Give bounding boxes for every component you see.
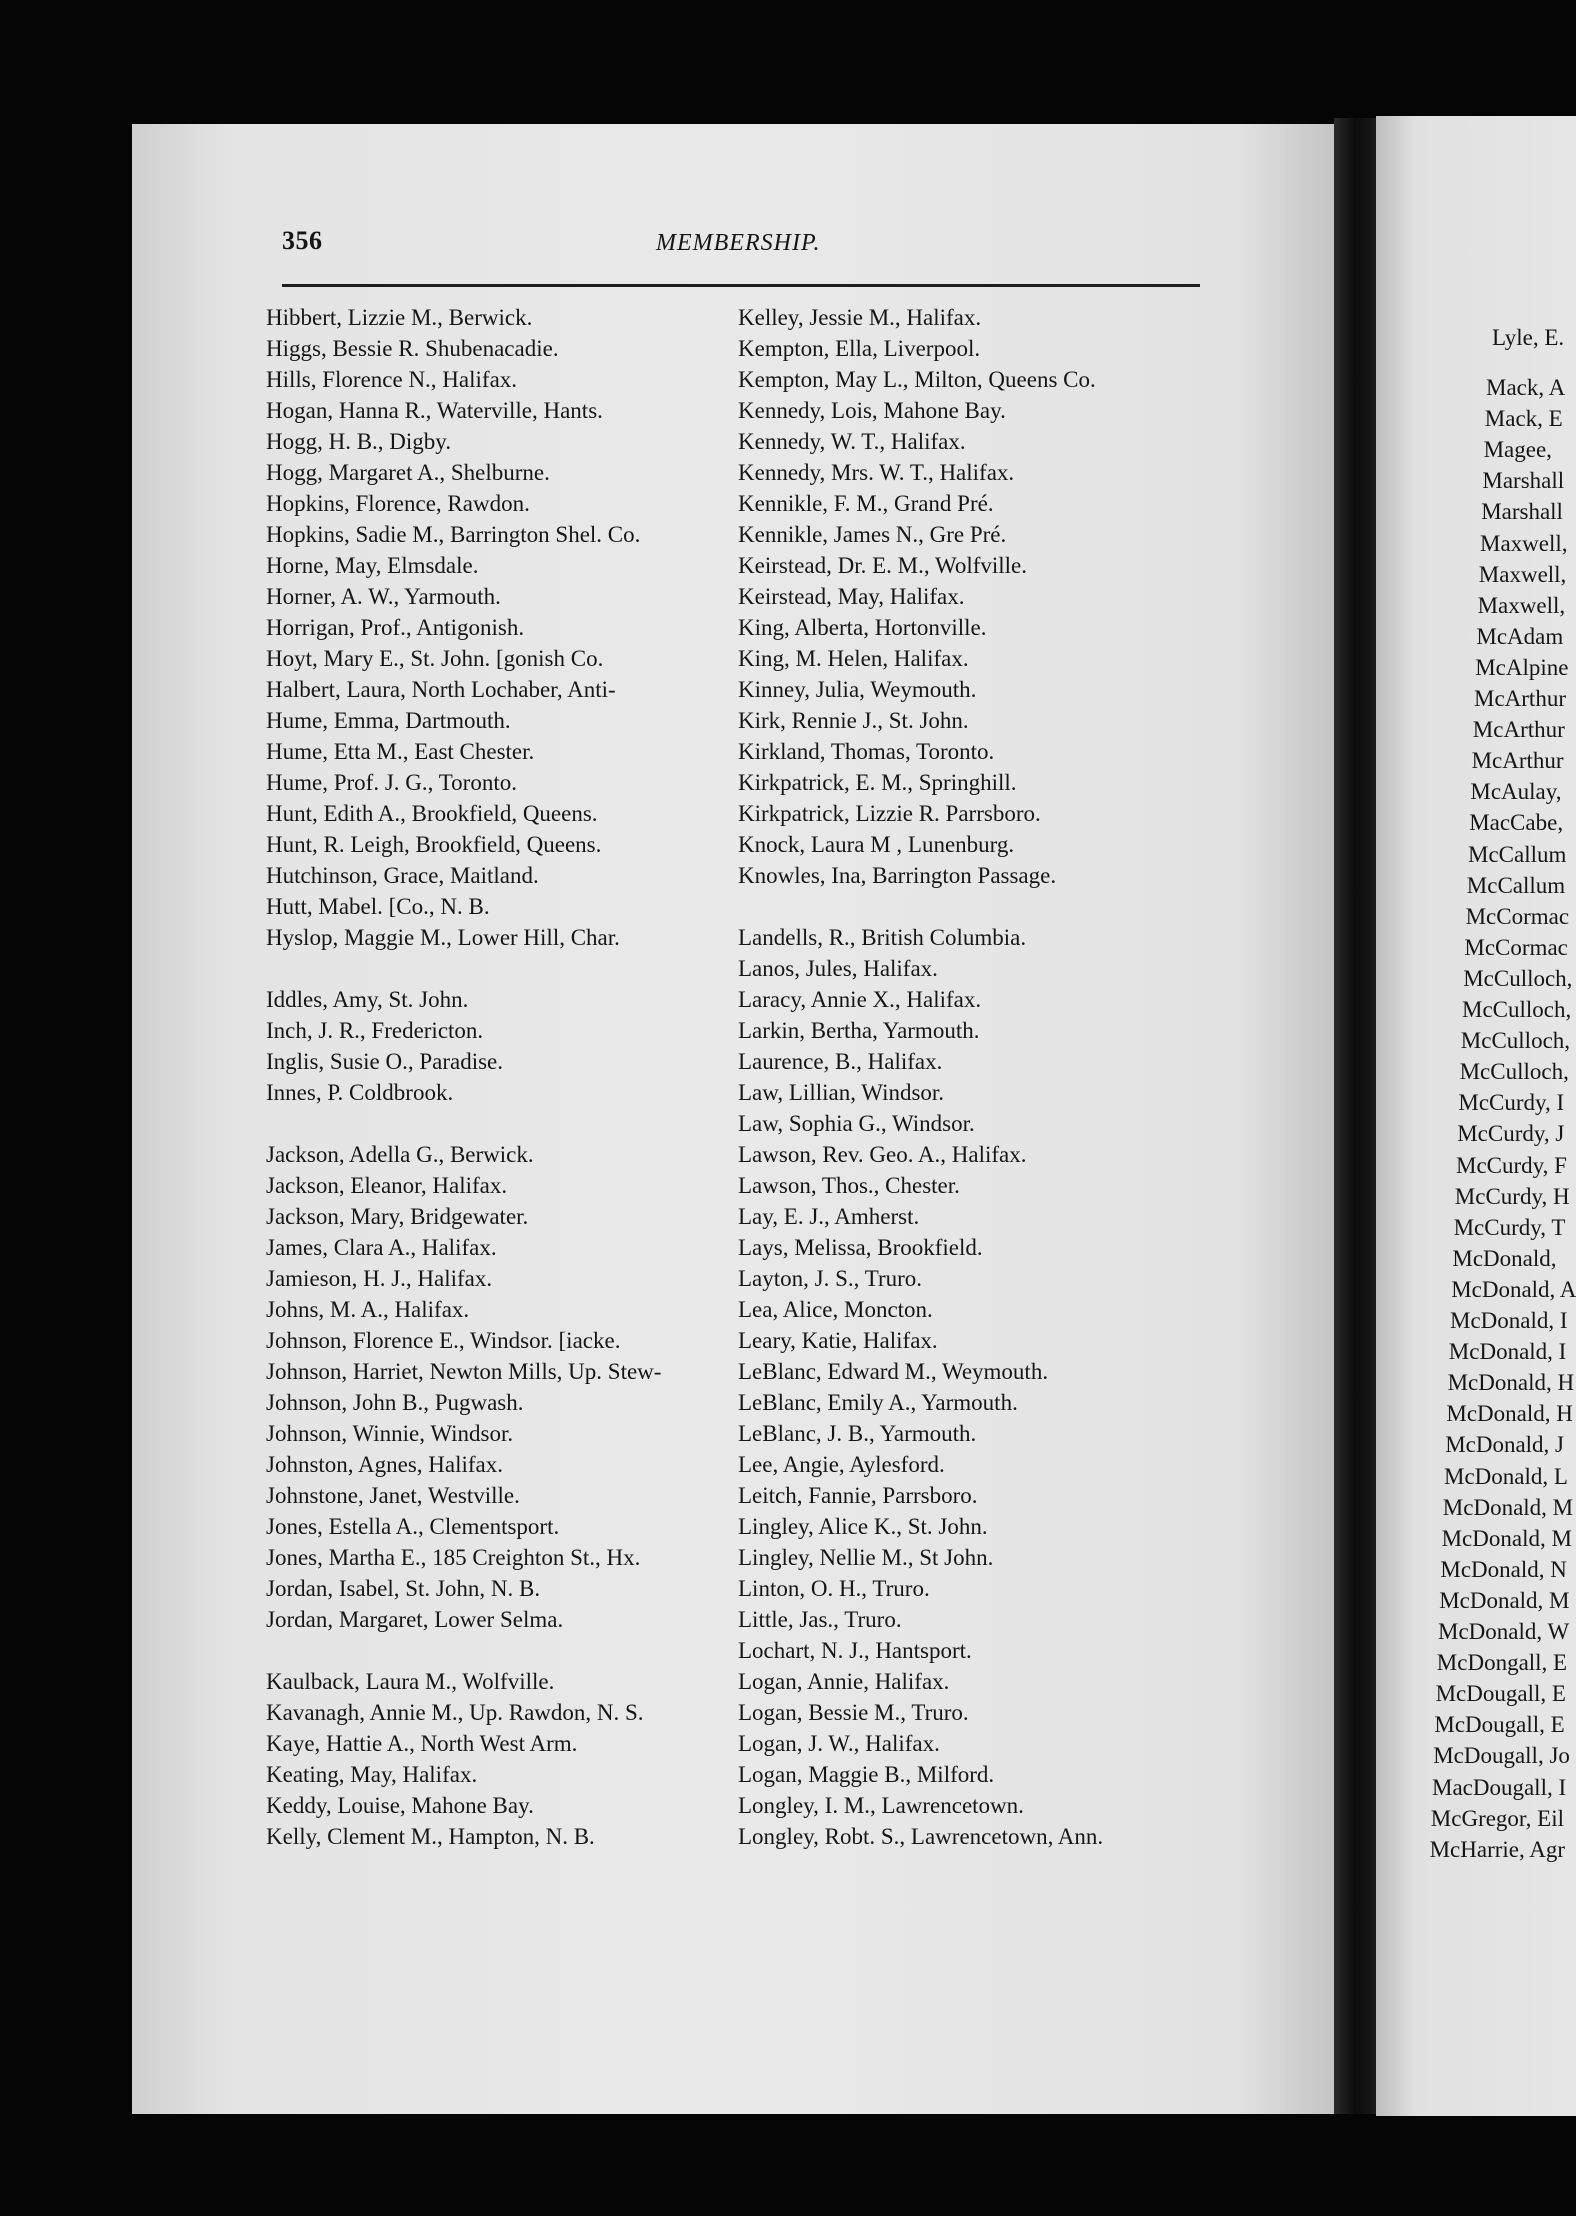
facing-page-entry: McDonald, M	[1442, 1494, 1574, 1520]
facing-page-entry: Maxwell,	[1480, 530, 1568, 556]
member-entry: Logan, Bessie M., Truro.	[738, 1700, 969, 1725]
member-entry: Inch, J. R., Fredericton.	[266, 1018, 484, 1043]
member-entry: Jackson, Eleanor, Halifax.	[266, 1173, 508, 1198]
facing-page-entry: Mack, E	[1484, 406, 1563, 432]
book-gutter	[1334, 118, 1376, 2114]
member-entry: Kinney, Julia, Weymouth.	[738, 677, 977, 702]
member-entry: Jones, Martha E., 185 Creighton St., Hx.	[266, 1545, 641, 1570]
member-entry: Johnston, Agnes, Halifax.	[266, 1452, 504, 1477]
facing-page-entry: McArthur	[1472, 717, 1565, 743]
facing-page-entry: MacCabe,	[1469, 810, 1564, 836]
facing-page-entry: MacDougall, I	[1432, 1774, 1567, 1800]
facing-page-entry: Marshall	[1482, 468, 1565, 494]
member-entry: Jamieson, H. J., Halifax.	[266, 1266, 493, 1291]
member-entry: Hume, Prof. J. G., Toronto.	[266, 770, 517, 795]
member-entry: LeBlanc, Edward M., Weymouth.	[738, 1359, 1049, 1384]
running-head: MEMBERSHIP.	[656, 230, 821, 256]
member-entry: Kennedy, Mrs. W. T., Halifax.	[738, 460, 1015, 485]
member-entry: Hopkins, Sadie M., Barrington Shel. Co.	[266, 522, 641, 547]
facing-page-entry: Maxwell,	[1478, 561, 1567, 587]
member-entry: Johnson, Harriet, Newton Mills, Up. Stew-	[266, 1359, 662, 1384]
facing-page-entry: McDonald, N	[1440, 1556, 1567, 1582]
member-entry: Inglis, Susie O., Paradise.	[266, 1049, 504, 1074]
member-entry: Lingley, Alice K., St. John.	[738, 1514, 988, 1539]
member-entry: Linton, O. H., Truro.	[738, 1576, 930, 1601]
facing-page-entry: McArthur	[1474, 686, 1566, 711]
member-entry: Kempton, Ella, Liverpool.	[738, 336, 981, 361]
member-entry: Johnson, Florence E., Windsor. [iacke.	[266, 1328, 621, 1353]
member-entry: Larkin, Bertha, Yarmouth.	[738, 1018, 980, 1043]
facing-page-entry: McCormac	[1464, 934, 1568, 960]
member-entry: Hogan, Hanna R., Waterville, Hants.	[266, 398, 603, 423]
member-entry: Horner, A. W., Yarmouth.	[266, 584, 501, 609]
facing-page-entry: McDougall, E	[1435, 1681, 1566, 1707]
facing-page-entry: McCormac	[1465, 903, 1570, 929]
facing-page-entry: Lyle, E.	[1492, 325, 1565, 350]
facing-page-entry: McCurdy, J	[1457, 1121, 1565, 1147]
member-entry: Logan, J. W., Halifax.	[738, 1731, 940, 1756]
member-entry: Knowles, Ina, Barrington Passage.	[738, 863, 1057, 888]
facing-page-entry: McDonald, M	[1439, 1587, 1570, 1613]
facing-page-entry: McAdam	[1476, 623, 1564, 649]
member-entry: LeBlanc, Emily A., Yarmouth.	[738, 1390, 1018, 1415]
member-entry: Kirkland, Thomas, Toronto.	[738, 739, 995, 764]
member-entry: Hogg, Margaret A., Shelburne.	[266, 460, 550, 485]
member-entry: Laracy, Annie X., Halifax.	[738, 987, 982, 1012]
member-entry: Laurence, B., Halifax.	[738, 1049, 943, 1074]
member-entry: Lanos, Jules, Halifax.	[738, 956, 938, 981]
member-entry: Johns, M. A., Halifax.	[266, 1297, 470, 1322]
facing-page-entry: McDonald, I	[1450, 1308, 1568, 1333]
member-entry: Hutt, Mabel. [Co., N. B.	[266, 894, 490, 919]
facing-page-entry: McAulay,	[1470, 779, 1562, 805]
member-entry: LeBlanc, J. B., Yarmouth.	[738, 1421, 977, 1446]
facing-page-entry: McCulloch,	[1463, 965, 1573, 991]
member-entry: Kirkpatrick, E. M., Springhill.	[738, 770, 1017, 795]
facing-page-entry: McCallum	[1468, 841, 1567, 867]
facing-page	[1376, 116, 1576, 2116]
member-entry: Lawson, Rev. Geo. A., Halifax.	[738, 1142, 1027, 1167]
member-entry: Lochart, N. J., Hantsport.	[738, 1638, 972, 1663]
facing-page-entry: McCurdy, I	[1458, 1090, 1565, 1116]
member-entry	[266, 953, 736, 984]
member-entry: Iddles, Amy, St. John.	[266, 987, 469, 1012]
member-entry: Lays, Melissa, Brookfield.	[738, 1235, 983, 1260]
page-number: 356	[282, 226, 323, 255]
member-entry: Leitch, Fannie, Parrsboro.	[738, 1483, 978, 1508]
member-entry: Hyslop, Maggie M., Lower Hill, Char.	[266, 925, 620, 950]
facing-page-entry: McDonald, A	[1451, 1276, 1576, 1302]
facing-page-entry: McCallum	[1466, 872, 1566, 898]
member-entry: Jackson, Mary, Bridgewater.	[266, 1204, 529, 1229]
member-entry: Jones, Estella A., Clementsport.	[266, 1514, 560, 1539]
member-entry: Higgs, Bessie R. Shubenacadie.	[266, 336, 559, 361]
member-entry: Kelley, Jessie M., Halifax.	[738, 305, 982, 330]
member-entry: Kirk, Rennie J., St. John.	[738, 708, 969, 733]
facing-page-entry: McCulloch,	[1460, 1028, 1571, 1054]
member-entry: James, Clara A., Halifax.	[266, 1235, 497, 1260]
member-entry: King, Alberta, Hortonville.	[738, 615, 987, 640]
facing-page-entry: McDonald, L	[1444, 1463, 1568, 1489]
facing-page-entry: McDonald, H	[1446, 1401, 1573, 1427]
member-entry: Innes, P. Coldbrook.	[266, 1080, 454, 1105]
member-entry: Hutchinson, Grace, Maitland.	[266, 863, 539, 888]
member-entry: Hunt, R. Leigh, Brookfield, Queens.	[266, 832, 602, 857]
member-entry: Keirstead, Dr. E. M., Wolfville.	[738, 553, 1028, 578]
member-entry: Kempton, May L., Milton, Queens Co.	[738, 367, 1096, 392]
member-entry: Keating, May, Halifax.	[266, 1762, 478, 1787]
member-entry: Kennedy, W. T., Halifax.	[738, 429, 966, 454]
member-entry: Landells, R., British Columbia.	[738, 925, 1027, 950]
facing-page-entry: McAlpine	[1475, 654, 1569, 680]
member-entry: Lea, Alice, Moncton.	[738, 1297, 933, 1322]
member-entry: Johnson, John B., Pugwash.	[266, 1390, 524, 1415]
member-entry: Longley, Robt. S., Lawrencetown, Ann.	[738, 1824, 1104, 1849]
facing-page-entry: McCulloch,	[1459, 1059, 1569, 1085]
member-entry: Little, Jas., Truro.	[738, 1607, 902, 1632]
facing-page-entry: McDougall, Jo	[1433, 1743, 1570, 1769]
member-entry: Kavanagh, Annie M., Up. Rawdon, N. S.	[266, 1700, 644, 1725]
member-entry: Logan, Annie, Halifax.	[738, 1669, 950, 1694]
facing-page-entry: McDonald, M	[1441, 1525, 1572, 1551]
facing-page-entry: McDongall, E	[1436, 1650, 1568, 1676]
member-entry	[266, 1635, 736, 1666]
facing-page-entry: McCulloch,	[1462, 997, 1572, 1022]
member-entry: Law, Lillian, Windsor.	[738, 1080, 945, 1105]
facing-page-entry: McDonald, I	[1448, 1339, 1567, 1365]
member-entry: Logan, Maggie B., Milford.	[738, 1762, 995, 1787]
member-entry: Leary, Katie, Halifax.	[738, 1328, 938, 1353]
facing-page-entry: Mack, A	[1486, 375, 1566, 400]
member-entry: Kennedy, Lois, Mahone Bay.	[738, 398, 1006, 423]
member-entry: Lawson, Thos., Chester.	[738, 1173, 960, 1198]
membership-column-right	[738, 302, 1208, 1852]
member-entry: Kaye, Hattie A., North West Arm.	[266, 1731, 578, 1756]
facing-page-entry: Magee,	[1483, 437, 1552, 463]
facing-page-entry: McDonald, H	[1447, 1370, 1575, 1396]
member-entry: Kaulback, Laura M., Wolfville.	[266, 1669, 555, 1694]
member-entry: Johnson, Winnie, Windsor.	[266, 1421, 514, 1446]
header-rule	[282, 284, 1200, 287]
member-entry: Lee, Angie, Aylesford.	[738, 1452, 945, 1477]
facing-page-entry: McDougall, E	[1434, 1712, 1565, 1738]
member-entry: Law, Sophia G., Windsor.	[738, 1111, 975, 1136]
member-entry: Layton, J. S., Truro.	[738, 1266, 923, 1291]
member-entry: Hopkins, Florence, Rawdon.	[266, 491, 530, 516]
member-entry	[738, 891, 1208, 922]
member-entry: Kirkpatrick, Lizzie R. Parrsboro.	[738, 801, 1041, 826]
membership-column-left	[266, 302, 736, 1852]
member-entry: Horrigan, Prof., Antigonish.	[266, 615, 525, 640]
member-entry: Hibbert, Lizzie M., Berwick.	[266, 305, 533, 330]
facing-page-entry: McCurdy, T	[1453, 1214, 1566, 1240]
member-entry: Jordan, Margaret, Lower Selma.	[266, 1607, 564, 1632]
facing-page-entry: Marshall	[1481, 499, 1563, 525]
member-entry: Kennikle, James N., Gre Pré.	[738, 522, 1007, 547]
member-entry: Kennikle, F. M., Grand Pré.	[738, 491, 994, 516]
member-entry: Hogg, H. B., Digby.	[266, 429, 452, 454]
facing-page-entry: McArthur	[1471, 748, 1564, 774]
member-entry: Hoyt, Mary E., St. John. [gonish Co.	[266, 646, 604, 671]
member-entry: Jordan, Isabel, St. John, N. B.	[266, 1576, 541, 1601]
member-entry: King, M. Helen, Halifax.	[738, 646, 969, 671]
member-entry: Keirstead, May, Halifax.	[738, 584, 965, 609]
facing-page-entry: McGregor, Eil	[1430, 1805, 1565, 1831]
facing-page-entry: McDonald, W	[1438, 1619, 1570, 1644]
member-entry: Johnstone, Janet, Westville.	[266, 1483, 520, 1508]
facing-page-entry: McCurdy, H	[1454, 1183, 1570, 1209]
member-entry: Longley, I. M., Lawrencetown.	[738, 1793, 1024, 1818]
member-entry: Hills, Florence N., Halifax.	[266, 367, 518, 392]
member-entry: Kelly, Clement M., Hampton, N. B.	[266, 1824, 595, 1849]
facing-page-entry: McDonald, J	[1445, 1432, 1565, 1458]
member-entry: Halbert, Laura, North Lochaber, Anti-	[266, 677, 616, 702]
member-entry: Hume, Emma, Dartmouth.	[266, 708, 511, 733]
member-entry: Horne, May, Elmsdale.	[266, 553, 479, 578]
member-entry: Keddy, Louise, Mahone Bay.	[266, 1793, 534, 1818]
member-entry: Lay, E. J., Amherst.	[738, 1204, 920, 1229]
member-entry: Knock, Laura M , Lunenburg.	[738, 832, 1015, 857]
member-entry: Hunt, Edith A., Brookfield, Queens.	[266, 801, 598, 826]
member-entry: Hume, Etta M., East Chester.	[266, 739, 535, 764]
member-entry: Lingley, Nellie M., St John.	[738, 1545, 994, 1570]
member-entry: Jackson, Adella G., Berwick.	[266, 1142, 534, 1167]
facing-page-entry: Maxwell,	[1477, 592, 1566, 618]
facing-page-entry: McDonald,	[1452, 1245, 1557, 1271]
facing-page-entry: McHarrie, Agr	[1429, 1836, 1565, 1862]
facing-page-entry: McCurdy, F	[1456, 1152, 1567, 1178]
member-entry	[266, 1108, 736, 1139]
